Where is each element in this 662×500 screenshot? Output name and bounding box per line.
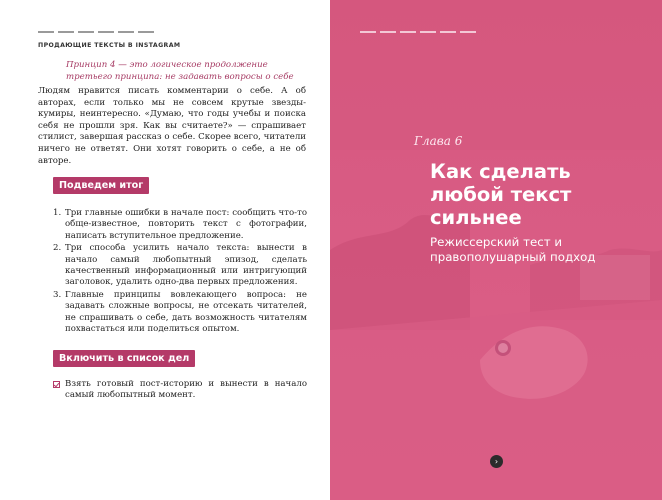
chapter-subtitle: Режиссерский тест и правополушарный подход [430,235,596,264]
chevron-right-icon[interactable]: › [490,455,503,468]
list-item [53,208,307,242]
body-paragraph [38,86,306,167]
list-item-text: Три способа усилить начало текста: вынести в начало самый любопытный эпизод, сделать качественный информационный или интригующий заголовок, удалить одно-два первых предложения. [65,243,307,288]
list-item [53,290,307,336]
todo-heading: Включить в список дел [53,350,195,367]
list-item [53,243,307,289]
todo-item-text: Взять готовый пост-историю и вынести в начало самый любопытный момент. [65,379,307,401]
list-item-text: Главные принципы вовлекающего вопроса: не задавать сложные вопросы, не отсекать читателей, не спрашивать о себе, дать возможность читателям похвастаться или поделиться опытом. [65,289,307,335]
list-item-number: 1. [53,208,62,218]
principle-heading: Принцип 4 — это логическое продолжение третьего принципа: не задавать вопросы о себе [66,60,294,82]
running-head: ПРОДАЮЩИЕ ТЕКСТЫ В INSTAGRAM [38,42,181,49]
todo-list [53,379,307,403]
list-item-number: 2. [53,243,62,254]
top-dash-rule-right [360,31,476,33]
todo-item [53,379,307,402]
list-item-text: Три главные ошибки в начале пост: сообщить что-то обще-известное, повторить текст с фотографии, написать вступительное предложение. [65,208,307,241]
left-page [0,0,330,500]
right-page-cover [330,0,662,500]
chapter-label: Глава 6 [414,134,463,148]
body-paragraph-text: Людям нравится писать комментарии о себе. А об авторах, если только мы не совсем крутые звезды-кумиры, неинтересно. «Думаю, что годы учебы и поиска себя не прошли зря. Как вы считаете?» — спрашивает стилист, завершая рассказ о себе. Скорее всего, читатели ничего не ответят. Они хотят говорить о себе, а не об авторе. [38,86,306,166]
chapter-title: Как сделать любой текст сильнее [430,160,572,229]
summary-heading: Подведем итог [53,177,149,194]
checkbox-icon[interactable] [53,381,60,388]
summary-list [53,208,307,336]
top-dash-rule [38,31,154,33]
list-item-number: 3. [53,289,62,300]
